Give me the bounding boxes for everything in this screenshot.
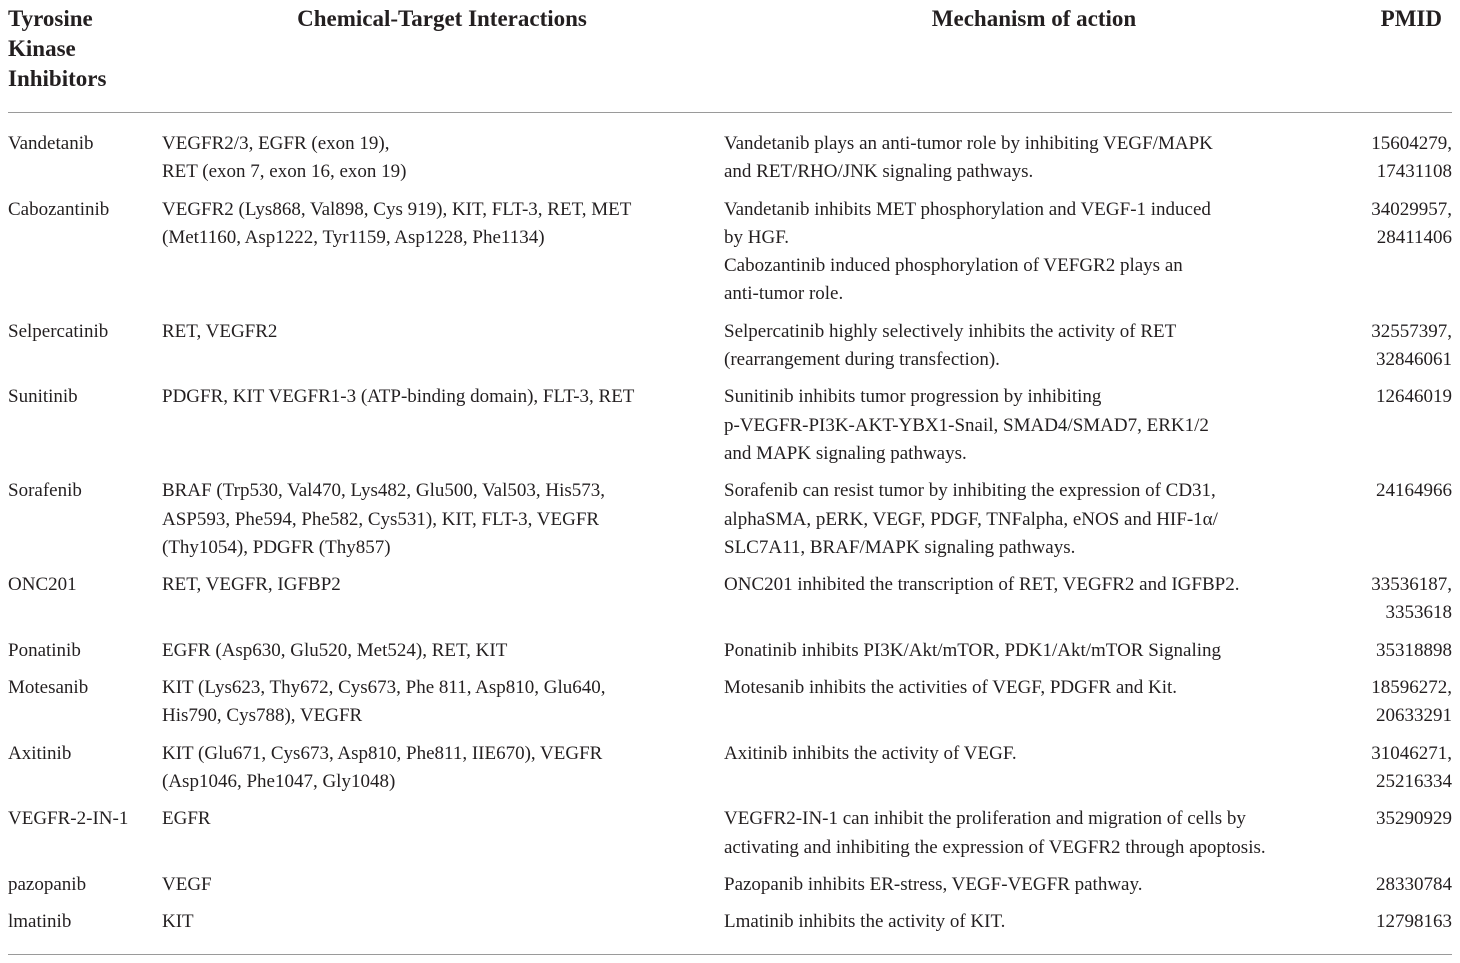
- cell-pmid-line: 32557397,: [1371, 320, 1452, 342]
- cell-mechanism-line: Vandetanib plays an anti-tumor role by inhibiting VEGF/MAPK: [724, 133, 1213, 154]
- cell-mechanism-line: Axitinib inhibits the activity of VEGF.: [724, 742, 1017, 764]
- cell-mechanism-line: Ponatinib inhibits PI3K/Akt/mTOR, PDK1/Akt/mTOR Signaling: [724, 639, 1222, 661]
- cell-mechanism: [724, 740, 1344, 768]
- cell-chemical-targets: [162, 383, 724, 411]
- cell-chemical-targets: [162, 740, 724, 797]
- cell-chemical-targets: [162, 805, 724, 833]
- cell-inhibitor-name: Axitinib: [8, 742, 72, 764]
- cell-chemical-targets: [162, 908, 724, 936]
- cell-pmid-line: 31046271,: [1371, 742, 1452, 764]
- cell-chemical-targets-line: VEGFR2/3, EGFR (exon 19),: [162, 133, 390, 154]
- cell-inhibitor-name: Cabozantinib: [8, 198, 110, 220]
- cell-inhibitor-name: lmatinib: [8, 911, 72, 933]
- cell-chemical-targets: [162, 196, 724, 253]
- header-line: Kinase: [8, 36, 76, 61]
- cell-pmid: [1344, 477, 1452, 505]
- cell-mechanism: [724, 477, 1344, 562]
- cell-mechanism-line: SLC7A11, BRAF/MAPK signaling pathways.: [724, 536, 1076, 558]
- cell-mechanism: [724, 805, 1344, 862]
- cell-mechanism-line: p-VEGFR-PI3K-AKT-YBX1-Snail, SMAD4/SMAD7, ERK1/2: [724, 414, 1209, 436]
- cell-pmid: [1344, 871, 1452, 899]
- cell-inhibitor-name: Ponatinib: [8, 639, 81, 661]
- table-row: [8, 130, 1452, 187]
- cell-chemical-targets-line: (Thy1054), PDGFR (Thy857): [162, 536, 391, 558]
- cell-pmid: [1344, 383, 1452, 411]
- cell-chemical-targets-line: RET, VEGFR, IGFBP2: [162, 574, 341, 596]
- cell-pmid: [1344, 571, 1452, 628]
- cell-mechanism-line: Lmatinib inhibits the activity of KIT.: [724, 911, 1006, 933]
- cell-mechanism: [724, 318, 1344, 375]
- cell-mechanism-line: and RET/RHO/JNK signaling pathways.: [724, 161, 1034, 183]
- table-row: [8, 908, 1452, 936]
- cell-chemical-targets-line: ASP593, Phe594, Phe582, Cys531), KIT, FLT-3, VEGFR: [162, 508, 600, 530]
- cell-chemical-targets-line: VEGF: [162, 873, 212, 895]
- cell-mechanism: [724, 130, 1344, 187]
- cell-pmid-line: 25216334: [1376, 770, 1452, 792]
- cell-pmid-line: 20633291: [1376, 705, 1452, 727]
- header-mechanism-of-action: Mechanism of action: [931, 6, 1137, 31]
- cell-chemical-targets: [162, 871, 724, 899]
- cell-chemical-targets-line: RET (exon 7, exon 16, exon 19): [162, 161, 407, 183]
- table-row: [8, 571, 1452, 628]
- header-pmid: PMID: [1380, 6, 1442, 31]
- cell-mechanism: [724, 637, 1344, 665]
- cell-mechanism-line: Pazopanib inhibits ER-stress, VEGF-VEGFR pathway.: [724, 873, 1143, 895]
- table-row: [8, 477, 1452, 562]
- cell-pmid: [1344, 805, 1452, 833]
- table-row: [8, 318, 1452, 375]
- cell-pmid-line: 12646019: [1376, 386, 1452, 408]
- cell-pmid-line: 12798163: [1376, 911, 1452, 933]
- cell-pmid-line: 35290929: [1376, 808, 1452, 830]
- cell-mechanism-line: Motesanib inhibits the activities of VEGF, PDGFR and Kit.: [724, 677, 1178, 699]
- cell-chemical-targets-line: His790, Cys788), VEGFR: [162, 705, 363, 727]
- cell-pmid-line: 15604279,: [1371, 133, 1452, 154]
- table-header-row: [8, 0, 1452, 113]
- cell-pmid-line: 24164966: [1376, 480, 1452, 502]
- table-row: [8, 805, 1452, 862]
- tki-table: [8, 0, 1452, 933]
- cell-chemical-targets: [162, 477, 724, 562]
- cell-pmid: [1344, 196, 1452, 253]
- cell-mechanism: [724, 383, 1344, 468]
- cell-chemical-targets-line: VEGFR2 (Lys868, Val898, Cys 919), KIT, FLT-3, RET, MET: [162, 198, 632, 220]
- cell-inhibitor-name: VEGFR-2-IN-1: [8, 808, 129, 830]
- header-line: Inhibitors: [8, 66, 107, 91]
- cell-mechanism-line: Vandetanib inhibits MET phosphorylation and VEGF-1 induced: [724, 198, 1211, 220]
- cell-chemical-targets: [162, 637, 724, 665]
- cell-inhibitor-name: Selpercatinib: [8, 320, 109, 342]
- cell-chemical-targets-line: BRAF (Trp530, Val470, Lys482, Glu500, Val503, His573,: [162, 480, 606, 502]
- cell-chemical-targets: [162, 318, 724, 346]
- cell-mechanism-line: alphaSMA, pERK, VEGF, PDGF, TNFalpha, eNOS and HIF-1α/: [724, 508, 1218, 530]
- table-bottom-rule: [8, 954, 1452, 955]
- cell-chemical-targets-line: RET, VEGFR2: [162, 320, 278, 342]
- cell-pmid: [1344, 130, 1452, 187]
- table-body: [8, 130, 1452, 945]
- cell-mechanism-line: VEGFR2-IN-1 can inhibit the proliferation and migration of cells by: [724, 808, 1246, 830]
- table-row: [8, 871, 1452, 899]
- cell-mechanism: [724, 571, 1344, 599]
- cell-mechanism-line: by HGF.: [724, 226, 789, 248]
- table-row: [8, 637, 1452, 665]
- cell-chemical-targets: [162, 674, 724, 731]
- cell-pmid: [1344, 908, 1452, 936]
- cell-pmid: [1344, 637, 1452, 665]
- cell-pmid-line: 33536187,: [1371, 574, 1452, 596]
- cell-mechanism: [724, 196, 1344, 309]
- cell-mechanism-line: Cabozantinib induced phosphorylation of VEFGR2 plays an: [724, 255, 1183, 277]
- cell-mechanism-line: ONC201 inhibited the transcription of RET, VEGFR2 and IGFBP2.: [724, 574, 1240, 596]
- cell-inhibitor-name: Motesanib: [8, 677, 89, 699]
- table-row: [8, 383, 1452, 468]
- cell-chemical-targets-line: EGFR: [162, 808, 211, 830]
- header-tyrosine-kinase-inhibitors: [8, 4, 158, 94]
- cell-mechanism-line: (rearrangement during transfection).: [724, 349, 1000, 371]
- cell-chemical-targets-line: KIT (Lys623, Thy672, Cys673, Phe 811, Asp810, Glu640,: [162, 677, 606, 699]
- cell-chemical-targets-line: (Asp1046, Phe1047, Gly1048): [162, 770, 396, 792]
- cell-pmid-line: 18596272,: [1371, 677, 1452, 699]
- cell-pmid-line: 32846061: [1376, 349, 1452, 371]
- cell-inhibitor-name: Sunitinib: [8, 386, 78, 408]
- header-line: Tyrosine: [8, 6, 93, 31]
- cell-chemical-targets: [162, 571, 724, 599]
- header-chemical-target-interactions: Chemical-Target Interactions: [297, 6, 587, 31]
- cell-mechanism-line: and MAPK signaling pathways.: [724, 442, 967, 464]
- cell-chemical-targets-line: (Met1160, Asp1222, Tyr1159, Asp1228, Phe1134): [162, 226, 545, 248]
- cell-pmid-line: 34029957,: [1371, 198, 1452, 220]
- cell-pmid: [1344, 674, 1452, 731]
- table-row: [8, 196, 1452, 309]
- table-row: [8, 740, 1452, 797]
- cell-inhibitor-name: Vandetanib: [8, 133, 94, 154]
- cell-mechanism-line: Sunitinib inhibits tumor progression by inhibiting: [724, 386, 1102, 408]
- cell-chemical-targets-line: EGFR (Asp630, Glu520, Met524), RET, KIT: [162, 639, 508, 661]
- cell-pmid-line: 35318898: [1376, 639, 1452, 661]
- cell-mechanism: [724, 871, 1344, 899]
- cell-pmid-line: 17431108: [1376, 161, 1452, 183]
- cell-chemical-targets-line: PDGFR, KIT VEGFR1-3 (ATP-binding domain), FLT-3, RET: [162, 386, 635, 408]
- cell-chemical-targets-line: KIT (Glu671, Cys673, Asp810, Phe811, IIE670), VEGFR: [162, 742, 603, 764]
- cell-pmid: [1344, 740, 1452, 797]
- cell-mechanism-line: Sorafenib can resist tumor by inhibiting the expression of CD31,: [724, 480, 1216, 502]
- cell-mechanism: [724, 908, 1344, 936]
- cell-mechanism-line: anti-tumor role.: [724, 283, 844, 305]
- cell-inhibitor-name: Sorafenib: [8, 480, 82, 502]
- cell-pmid-line: 28330784: [1376, 873, 1452, 895]
- cell-pmid: [1344, 318, 1452, 375]
- cell-chemical-targets-line: KIT: [162, 911, 194, 933]
- cell-inhibitor-name: ONC201: [8, 574, 77, 596]
- cell-inhibitor-name: pazopanib: [8, 873, 87, 895]
- cell-chemical-targets: [162, 130, 724, 187]
- cell-pmid-line: 28411406: [1376, 226, 1452, 248]
- cell-pmid-line: 3353618: [1385, 602, 1452, 624]
- cell-mechanism: [724, 674, 1344, 702]
- cell-mechanism-line: activating and inhibiting the expression of VEGFR2 through apoptosis.: [724, 836, 1266, 858]
- table-row: [8, 674, 1452, 731]
- cell-mechanism-line: Selpercatinib highly selectively inhibits the activity of RET: [724, 320, 1177, 342]
